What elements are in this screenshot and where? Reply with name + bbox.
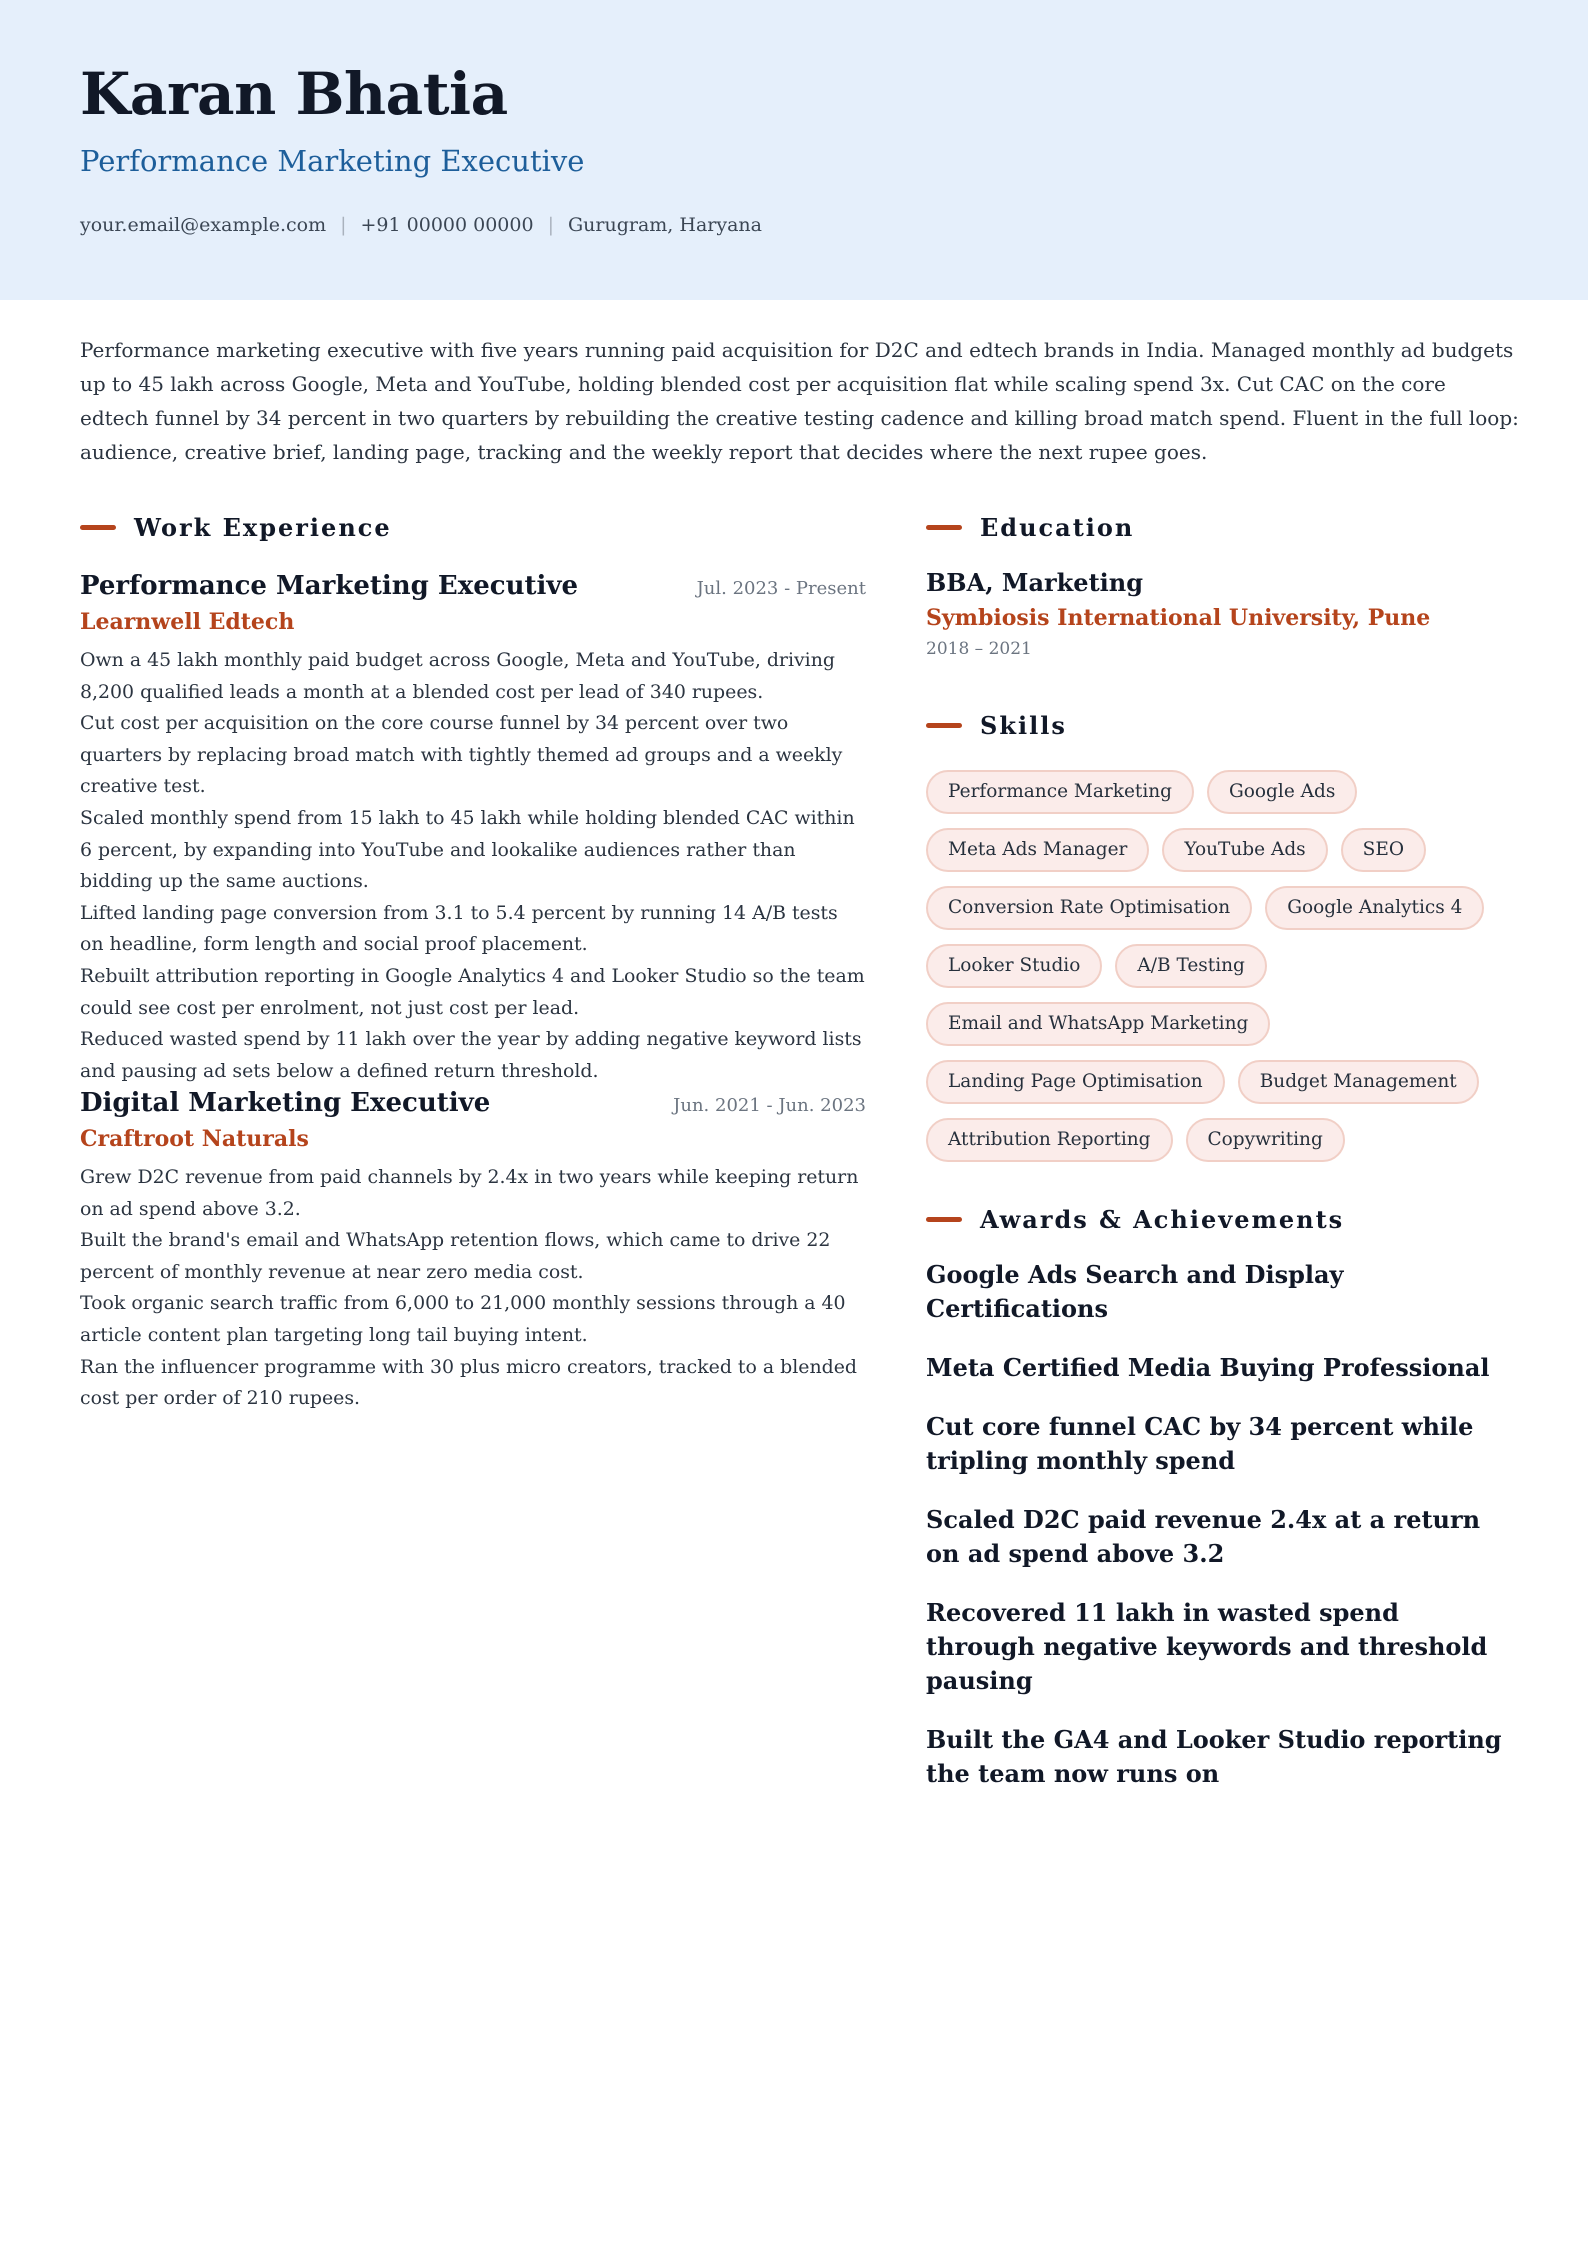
skill-chip: Copywriting [1186,1118,1345,1162]
award-item: Scaled D2C paid revenue 2.4x at a return on ad spend above 3.2 [926,1505,1481,1568]
skill-chip: SEO [1341,828,1426,872]
section-accent-bar [926,525,962,530]
skill-chip: Google Ads [1207,770,1357,814]
candidate-role: Performance Marketing Executive [80,144,585,178]
resume-header [0,0,1588,300]
job-title: Performance Marketing Executive [80,571,579,601]
awards-heading [926,1205,1344,1234]
section-accent-bar [926,723,962,728]
company-name: Learnwell Edtech [80,609,295,635]
job-title: Digital Marketing Executive [80,1088,491,1118]
awards-list [926,1258,1516,1816]
education-entry [926,568,1526,659]
job-bullet: Reduced wasted spend by 11 lakh over the year by adding negative keyword lists and pausing ad sets below a defined return threshold. [80,1028,862,1082]
skills-heading [926,711,1067,740]
job-bullet: Built the brand's email and WhatsApp retention flows, which came to drive 22 percent of monthly revenue at near zero media cost. [80,1229,831,1283]
section-title: Work Experience [134,513,392,542]
profile-summary: Performance marketing executive with five years running paid acquisition for D2C and edtech brands in India. Managed monthly ad budgets up to 45 lakh across Google, Meta and YouTube, holding blended cost per acquisition flat while scaling spend 3x. Cut CAC on the core edtech funnel by 34 percent in two quarters by rebuilding the creative testing cadence and killing broad match spend. Fluent in the full loop: audience, creative brief, landing page, tracking and the weekly report that decides where the next rupee goes. [80,338,1519,464]
contact-separator: | [340,214,347,236]
skill-chip: A/B Testing [1115,944,1267,988]
job-bullet: Took organic search traffic from 6,000 to 21,000 monthly sessions through a 40 article content plan targeting long tail buying intent. [80,1292,846,1346]
section-title: Awards & Achievements [980,1205,1345,1234]
job-bullets [80,645,866,1087]
skill-chip: Performance Marketing [926,770,1194,814]
skill-chip: Conversion Rate Optimisation [926,886,1252,930]
company-name: Craftroot Naturals [80,1126,309,1152]
skill-chip: Meta Ads Manager [926,828,1149,872]
education-heading [926,513,1134,542]
award-item: Google Ads Search and Display Certifications [926,1260,1344,1323]
candidate-name: Karan Bhatia [80,60,508,128]
job-bullet: Ran the influencer programme with 30 plus micro creators, tracked to a blended cost per order of 210 rupees. [80,1355,858,1410]
award-item: Built the GA4 and Looker Studio reporting the team now runs on [926,1725,1502,1788]
skill-chip: YouTube Ads [1162,828,1327,872]
award-item: Cut core funnel CAC by 34 percent while tripling monthly spend [926,1412,1474,1475]
job-bullets [80,1162,866,1415]
job-bullet: Cut cost per acquisition on the core course funnel by 34 percent over two quarters by replacing broad match with tightly themed ad groups and a weekly creative test. [80,712,843,798]
job-bullet: Lifted landing page conversion from 3.1 to 5.4 percent by running 14 A/B tests on headline, form length and social proof placement. [80,901,838,956]
job-entry [80,1088,866,1415]
section-title: Skills [980,711,1067,740]
contact-separator: | [547,214,554,236]
job-dates: Jul. 2023 - Present [696,578,866,599]
job-bullet: Own a 45 lakh monthly paid budget across Google, Meta and YouTube, driving 8,200 qualified leads a month at a blended cost per lead of 340 rupees. [80,649,835,703]
contact-email: your.email@example.com [80,214,327,236]
skill-chip: Budget Management [1238,1060,1479,1104]
job-entry [80,571,866,1087]
contact-line [80,214,762,236]
skill-chip: Landing Page Optimisation [926,1060,1225,1104]
job-dates: Jun. 2021 - Jun. 2023 [673,1095,866,1116]
skill-chip: Looker Studio [926,944,1102,988]
job-bullet: Scaled monthly spend from 15 lakh to 45 lakh while holding blended CAC within 6 percent, by expanding into YouTube and lookalike audiences rather than bidding up the same auctions. [80,806,855,893]
section-title: Education [980,513,1135,542]
skill-chip: Email and WhatsApp Marketing [926,1002,1270,1046]
section-accent-bar [80,525,116,530]
award-item: Meta Certified Media Buying Professional [926,1353,1490,1382]
contact-location: Gurugram, Haryana [567,214,762,236]
section-accent-bar [926,1217,962,1222]
contact-phone: +91 00000 00000 [360,214,534,236]
job-bullet: Grew D2C revenue from paid channels by 2.4x in two years while keeping return on ad spend above 3.2. [80,1166,859,1220]
skills-list [926,770,1486,1162]
award-item: Recovered 11 lakh in wasted spend through negative keywords and threshold pausing [926,1598,1488,1695]
work-experience-heading [80,513,392,542]
skill-chip: Attribution Reporting [926,1118,1173,1162]
degree: BBA, Marketing [926,568,1143,597]
school-name: Symbiosis International University, Pune [926,605,1431,631]
skill-chip: Google Analytics 4 [1265,886,1484,930]
education-dates: 2018 – 2021 [926,639,1032,659]
job-bullet: Rebuilt attribution reporting in Google Analytics 4 and Looker Studio so the team could see cost per enrolment, not just cost per lead. [80,964,865,1019]
